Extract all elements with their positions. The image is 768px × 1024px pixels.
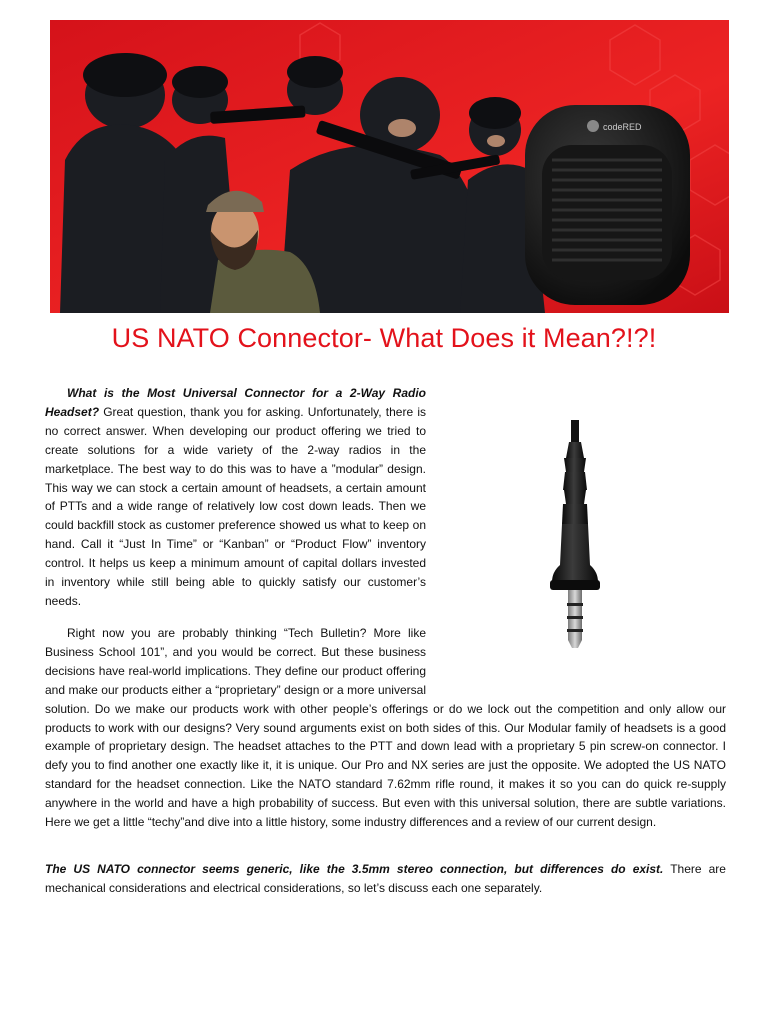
paragraph-intro-body: Great question, thank you for asking. Unfortunately, there is no correct answer. When developing our product offering we tried to create solutions for a wide variety of the 2-way radios in the marketplace. The best way to do this was to have a ”modular” design. This way we can stock a certain amount of headsets, a certain amount of PTTs and a wide range of relatively low cost down leads. Then we could backfill stock as customer preference showed us what to keep on hand. Call it “Just In Time” or “Kanban” or “Product Flow” inventory control. It helps us keep a minimum amount of capital dollars invested in inventory while still being able to quickly satisfy our customer’s needs.	[45, 404, 426, 608]
paragraph-intro	[45, 384, 426, 611]
banner-image	[50, 20, 729, 313]
paragraph-considerations-body: There are mechanical considerations and electrical considerations, so let’s discuss each one separately.	[45, 862, 726, 895]
image-wrap-spacer	[426, 624, 726, 681]
tactical-team-illustration	[50, 20, 729, 313]
paragraph-considerations-lead: The US NATO connector seems generic, like the 3.5mm stereo connection, but differences do exist.	[45, 862, 664, 876]
brand-logo-text: codeRED	[603, 122, 642, 132]
paragraph-tech-bulletin-body: Right now you are probably thinking “Tech Bulletin? More like Business School 101”, and you would be correct. But these business decisions have real-world implications. They define our product offering and make our products either a “proprietary” design or a more universal solution. Do we make our products work with other people’s offerings or do we lock out the competition and only allow our products to work with our designs? Very sound arguments exist on both sides of this. Our Modular family of headsets is a good example of proprietary design. The headset attaches to the PTT and down lead with a proprietary 5 pin screw-on connector. I defy you to find another one exactly like it, it is unique. Our Pro and NX series are just the opposite. We adopted the US NATO standard for the headset connection. Like the NATO standard 7.62mm rifle round, it makes it so you can do quick re-supply anywhere in the world and have a high probability of success. But even with this universal solution, there are subtle variations. Here we get a little “techy”and dive into a little history, some industry differences and a review of our current design.	[45, 626, 726, 830]
nato-connector-image	[540, 420, 610, 650]
page-title: US NATO Connector- What Does it Mean?!?!	[111, 323, 657, 353]
paragraph-intro-lead: What is the Most Universal Connector for a 2-Way Radio Headset?	[45, 386, 426, 419]
connector-icon	[540, 420, 610, 650]
paragraph-tech-bulletin	[45, 624, 726, 832]
paragraph-considerations	[45, 860, 726, 898]
